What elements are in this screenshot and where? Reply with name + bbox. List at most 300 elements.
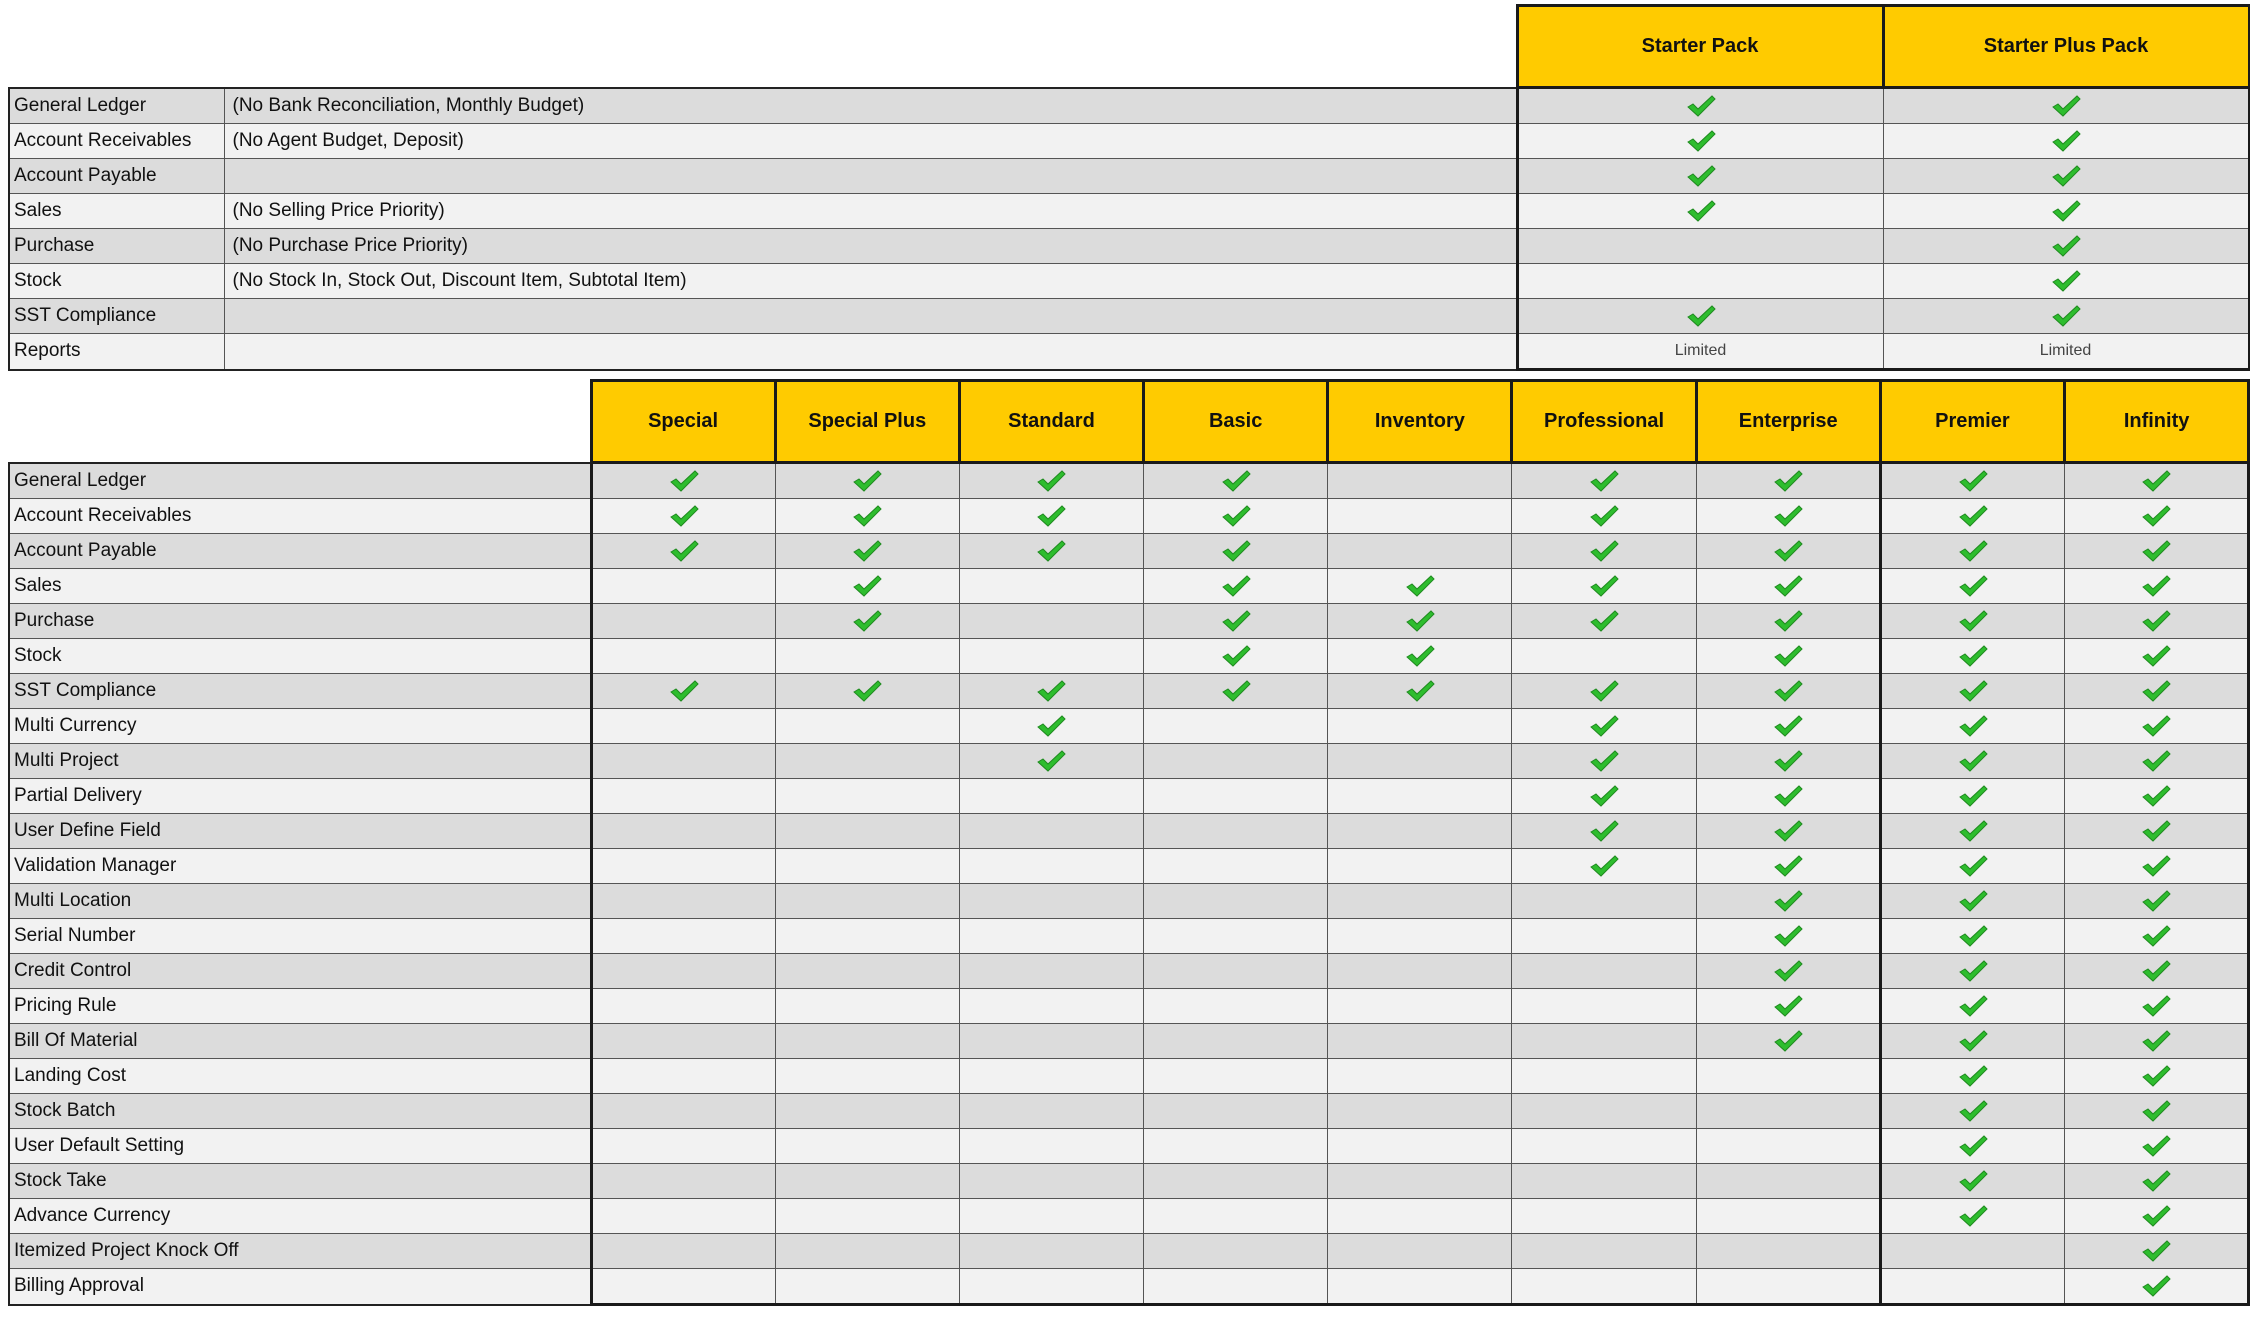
cell-basic bbox=[1144, 463, 1328, 499]
cell-enterprise bbox=[1696, 1199, 1880, 1234]
green-check-icon bbox=[1589, 469, 1619, 493]
green-check-icon bbox=[2141, 889, 2171, 913]
table-row bbox=[9, 954, 2249, 989]
cell-inventory bbox=[1328, 674, 1512, 709]
cell-special-plus bbox=[775, 1094, 959, 1129]
cell-professional bbox=[1512, 639, 1696, 674]
cell-starter-pack bbox=[1517, 264, 1883, 299]
green-check-icon bbox=[1958, 609, 1988, 633]
green-check-icon bbox=[1773, 959, 1803, 983]
green-check-icon bbox=[1686, 129, 1716, 153]
cell-enterprise bbox=[1696, 639, 1880, 674]
cell-special bbox=[591, 639, 775, 674]
feature-note: (No Purchase Price Priority) bbox=[224, 229, 1517, 264]
green-check-icon bbox=[2141, 469, 2171, 493]
feature-label-user-default-setting: User Default Setting bbox=[9, 1129, 591, 1164]
green-check-icon bbox=[2051, 164, 2081, 188]
green-check-icon bbox=[1589, 679, 1619, 703]
green-check-icon bbox=[2051, 129, 2081, 153]
package-header-starter-pack: Starter Pack bbox=[1517, 6, 1883, 88]
cell-standard bbox=[959, 1269, 1143, 1305]
green-check-icon bbox=[1405, 679, 1435, 703]
cell-special bbox=[591, 884, 775, 919]
green-check-icon bbox=[2141, 644, 2171, 668]
feature-label-reports: Reports bbox=[9, 334, 224, 370]
cell-basic bbox=[1144, 1129, 1328, 1164]
cell-special-plus bbox=[775, 884, 959, 919]
cell-inventory bbox=[1328, 1234, 1512, 1269]
cell-inventory bbox=[1328, 1024, 1512, 1059]
cell-basic bbox=[1144, 779, 1328, 814]
cell-inventory bbox=[1328, 849, 1512, 884]
green-check-icon bbox=[1958, 819, 1988, 843]
cell-enterprise bbox=[1696, 989, 1880, 1024]
cell-inventory bbox=[1328, 639, 1512, 674]
cell-standard bbox=[959, 1164, 1143, 1199]
green-check-icon bbox=[1686, 199, 1716, 223]
feature-note bbox=[224, 299, 1517, 334]
feature-label-serial-number: Serial Number bbox=[9, 919, 591, 954]
table-row bbox=[9, 159, 2249, 194]
green-check-icon bbox=[1958, 749, 1988, 773]
cell-inventory bbox=[1328, 1199, 1512, 1234]
green-check-icon bbox=[1773, 504, 1803, 528]
package-header-starter-plus-pack: Starter Plus Pack bbox=[1883, 6, 2249, 88]
feature-label-multi-location: Multi Location bbox=[9, 884, 591, 919]
cell-premier bbox=[1880, 779, 2064, 814]
cell-premier bbox=[1880, 1094, 2064, 1129]
cell-special-plus bbox=[775, 744, 959, 779]
feature-note bbox=[224, 159, 1517, 194]
cell-enterprise bbox=[1696, 604, 1880, 639]
table-row bbox=[9, 88, 2249, 124]
cell-professional bbox=[1512, 744, 1696, 779]
cell-standard bbox=[959, 849, 1143, 884]
cell-standard bbox=[959, 674, 1143, 709]
limited-label: Limited bbox=[2039, 342, 2092, 359]
cell-inventory bbox=[1328, 744, 1512, 779]
feature-label-sst-compliance: SST Compliance bbox=[9, 299, 224, 334]
cell-standard bbox=[959, 1129, 1143, 1164]
cell-inventory bbox=[1328, 463, 1512, 499]
cell-professional bbox=[1512, 1234, 1696, 1269]
cell-infinity bbox=[2065, 569, 2249, 604]
cell-special bbox=[591, 849, 775, 884]
green-check-icon bbox=[1036, 469, 1066, 493]
cell-standard bbox=[959, 1234, 1143, 1269]
table-row bbox=[9, 604, 2249, 639]
cell-premier bbox=[1880, 604, 2064, 639]
green-check-icon bbox=[1036, 714, 1066, 738]
cell-premier bbox=[1880, 1164, 2064, 1199]
green-check-icon bbox=[2141, 1099, 2171, 1123]
green-check-icon bbox=[2141, 784, 2171, 808]
green-check-icon bbox=[2051, 199, 2081, 223]
cell-special-plus bbox=[775, 1059, 959, 1094]
cell-enterprise bbox=[1696, 1059, 1880, 1094]
green-check-icon bbox=[1958, 784, 1988, 808]
feature-label-general-ledger: General Ledger bbox=[9, 463, 591, 499]
cell-starter-pack bbox=[1517, 88, 1883, 124]
table-row bbox=[9, 1094, 2249, 1129]
cell-special bbox=[591, 1269, 775, 1305]
cell-premier bbox=[1880, 1234, 2064, 1269]
feature-label-pricing-rule: Pricing Rule bbox=[9, 989, 591, 1024]
green-check-icon bbox=[2051, 304, 2081, 328]
table-row bbox=[9, 1129, 2249, 1164]
cell-basic bbox=[1144, 1094, 1328, 1129]
cell-enterprise bbox=[1696, 709, 1880, 744]
cell-special bbox=[591, 1199, 775, 1234]
green-check-icon bbox=[2141, 679, 2171, 703]
green-check-icon bbox=[2141, 1204, 2171, 1228]
cell-infinity bbox=[2065, 1164, 2249, 1199]
cell-infinity bbox=[2065, 744, 2249, 779]
cell-inventory bbox=[1328, 499, 1512, 534]
cell-premier bbox=[1880, 884, 2064, 919]
table-row bbox=[9, 674, 2249, 709]
green-check-icon bbox=[2141, 1134, 2171, 1158]
cell-special bbox=[591, 1024, 775, 1059]
green-check-icon bbox=[669, 504, 699, 528]
cell-inventory bbox=[1328, 989, 1512, 1024]
cell-standard bbox=[959, 709, 1143, 744]
cell-standard bbox=[959, 954, 1143, 989]
feature-label-general-ledger: General Ledger bbox=[9, 88, 224, 124]
green-check-icon bbox=[1958, 1099, 1988, 1123]
cell-enterprise bbox=[1696, 744, 1880, 779]
cell-basic bbox=[1144, 604, 1328, 639]
cell-professional bbox=[1512, 884, 1696, 919]
package-header-special: Special bbox=[591, 381, 775, 463]
green-check-icon bbox=[1405, 574, 1435, 598]
feature-label-multi-currency: Multi Currency bbox=[9, 709, 591, 744]
package-header-enterprise: Enterprise bbox=[1696, 381, 1880, 463]
green-check-icon bbox=[1589, 574, 1619, 598]
cell-special bbox=[591, 709, 775, 744]
cell-basic bbox=[1144, 709, 1328, 744]
cell-special-plus bbox=[775, 954, 959, 989]
cell-special-plus bbox=[775, 1269, 959, 1305]
green-check-icon bbox=[1958, 539, 1988, 563]
cell-special-plus bbox=[775, 919, 959, 954]
cell-starter-plus-pack bbox=[1883, 88, 2249, 124]
cell-special bbox=[591, 674, 775, 709]
green-check-icon bbox=[669, 539, 699, 563]
cell-standard bbox=[959, 744, 1143, 779]
feature-label-account-receivables: Account Receivables bbox=[9, 124, 224, 159]
cell-premier bbox=[1880, 1199, 2064, 1234]
cell-infinity bbox=[2065, 1269, 2249, 1305]
table-row bbox=[9, 744, 2249, 779]
green-check-icon bbox=[1686, 304, 1716, 328]
cell-professional bbox=[1512, 814, 1696, 849]
green-check-icon bbox=[2051, 234, 2081, 258]
green-check-icon bbox=[1773, 539, 1803, 563]
table-row bbox=[9, 1234, 2249, 1269]
cell-standard bbox=[959, 1094, 1143, 1129]
green-check-icon bbox=[1221, 504, 1251, 528]
green-check-icon bbox=[1686, 94, 1716, 118]
cell-starter-plus-pack bbox=[1883, 159, 2249, 194]
green-check-icon bbox=[852, 609, 882, 633]
green-check-icon bbox=[1773, 924, 1803, 948]
cell-infinity bbox=[2065, 1059, 2249, 1094]
cell-infinity bbox=[2065, 919, 2249, 954]
green-check-icon bbox=[1773, 889, 1803, 913]
green-check-icon bbox=[1958, 714, 1988, 738]
cell-infinity bbox=[2065, 499, 2249, 534]
feature-label-billing-approval: Billing Approval bbox=[9, 1269, 591, 1305]
green-check-icon bbox=[1773, 1029, 1803, 1053]
cell-special bbox=[591, 989, 775, 1024]
cell-inventory bbox=[1328, 1129, 1512, 1164]
cell-professional bbox=[1512, 463, 1696, 499]
cell-special bbox=[591, 1059, 775, 1094]
green-check-icon bbox=[1773, 994, 1803, 1018]
green-check-icon bbox=[2141, 1029, 2171, 1053]
green-check-icon bbox=[1405, 644, 1435, 668]
table-row bbox=[9, 849, 2249, 884]
cell-professional bbox=[1512, 1059, 1696, 1094]
green-check-icon bbox=[1958, 889, 1988, 913]
green-check-icon bbox=[1686, 164, 1716, 188]
cell-infinity bbox=[2065, 779, 2249, 814]
feature-label-sales: Sales bbox=[9, 569, 591, 604]
cell-professional bbox=[1512, 674, 1696, 709]
cell-special bbox=[591, 744, 775, 779]
cell-inventory bbox=[1328, 1094, 1512, 1129]
green-check-icon bbox=[1773, 574, 1803, 598]
cell-basic bbox=[1144, 639, 1328, 674]
green-check-icon bbox=[1589, 539, 1619, 563]
green-check-icon bbox=[1036, 749, 1066, 773]
cell-inventory bbox=[1328, 709, 1512, 744]
green-check-icon bbox=[2141, 539, 2171, 563]
cell-basic bbox=[1144, 534, 1328, 569]
cell-starter-plus-pack bbox=[1883, 299, 2249, 334]
cell-special-plus bbox=[775, 639, 959, 674]
feature-label-credit-control: Credit Control bbox=[9, 954, 591, 989]
cell-special-plus bbox=[775, 1129, 959, 1164]
feature-label-multi-project: Multi Project bbox=[9, 744, 591, 779]
cell-basic bbox=[1144, 674, 1328, 709]
green-check-icon bbox=[1773, 784, 1803, 808]
cell-infinity bbox=[2065, 1129, 2249, 1164]
green-check-icon bbox=[1221, 469, 1251, 493]
green-check-icon bbox=[2141, 504, 2171, 528]
green-check-icon bbox=[669, 469, 699, 493]
cell-special-plus bbox=[775, 1164, 959, 1199]
cell-basic bbox=[1144, 744, 1328, 779]
cell-premier bbox=[1880, 463, 2064, 499]
cell-enterprise bbox=[1696, 1269, 1880, 1305]
cell-inventory bbox=[1328, 954, 1512, 989]
package-header-special-plus: Special Plus bbox=[775, 381, 959, 463]
green-check-icon bbox=[1958, 959, 1988, 983]
cell-enterprise bbox=[1696, 954, 1880, 989]
cell-standard bbox=[959, 989, 1143, 1024]
cell-professional bbox=[1512, 1129, 1696, 1164]
cell-premier bbox=[1880, 744, 2064, 779]
green-check-icon bbox=[2141, 994, 2171, 1018]
table-row bbox=[9, 334, 2249, 370]
green-check-icon bbox=[1773, 644, 1803, 668]
cell-basic bbox=[1144, 954, 1328, 989]
green-check-icon bbox=[1036, 504, 1066, 528]
feature-note: (No Bank Reconciliation, Monthly Budget) bbox=[224, 88, 1517, 124]
cell-infinity bbox=[2065, 989, 2249, 1024]
table-row bbox=[9, 919, 2249, 954]
table-row bbox=[9, 569, 2249, 604]
green-check-icon bbox=[1958, 1064, 1988, 1088]
table-row bbox=[9, 1059, 2249, 1094]
cell-premier bbox=[1880, 709, 2064, 744]
feature-label-stock-take: Stock Take bbox=[9, 1164, 591, 1199]
green-check-icon bbox=[1221, 644, 1251, 668]
cell-special-plus bbox=[775, 604, 959, 639]
table-row bbox=[9, 814, 2249, 849]
green-check-icon bbox=[2141, 714, 2171, 738]
green-check-icon bbox=[1958, 994, 1988, 1018]
cell-special bbox=[591, 499, 775, 534]
table-row bbox=[9, 534, 2249, 569]
feature-label-stock: Stock bbox=[9, 639, 591, 674]
cell-premier bbox=[1880, 954, 2064, 989]
cell-professional bbox=[1512, 919, 1696, 954]
green-check-icon bbox=[1221, 539, 1251, 563]
cell-professional bbox=[1512, 1269, 1696, 1305]
cell-starter-pack bbox=[1517, 159, 1883, 194]
green-check-icon bbox=[2141, 1239, 2171, 1263]
green-check-icon bbox=[1958, 504, 1988, 528]
cell-starter-pack bbox=[1517, 299, 1883, 334]
table-row bbox=[9, 639, 2249, 674]
green-check-icon bbox=[1589, 749, 1619, 773]
cell-professional bbox=[1512, 779, 1696, 814]
cell-inventory bbox=[1328, 1059, 1512, 1094]
cell-enterprise bbox=[1696, 814, 1880, 849]
cell-premier bbox=[1880, 1024, 2064, 1059]
green-check-icon bbox=[1958, 574, 1988, 598]
cell-premier bbox=[1880, 1059, 2064, 1094]
cell-infinity bbox=[2065, 639, 2249, 674]
green-check-icon bbox=[2051, 94, 2081, 118]
cell-special bbox=[591, 1164, 775, 1199]
feature-label-advance-currency: Advance Currency bbox=[9, 1199, 591, 1234]
header-spacer bbox=[9, 381, 591, 463]
green-check-icon bbox=[1958, 1029, 1988, 1053]
cell-infinity bbox=[2065, 604, 2249, 639]
cell-inventory bbox=[1328, 779, 1512, 814]
cell-basic bbox=[1144, 884, 1328, 919]
package-header-infinity: Infinity bbox=[2065, 381, 2249, 463]
table-row bbox=[9, 989, 2249, 1024]
cell-premier bbox=[1880, 499, 2064, 534]
cell-standard bbox=[959, 639, 1143, 674]
table-row bbox=[9, 1164, 2249, 1199]
cell-premier bbox=[1880, 1129, 2064, 1164]
cell-professional bbox=[1512, 1094, 1696, 1129]
cell-professional bbox=[1512, 1024, 1696, 1059]
cell-inventory bbox=[1328, 534, 1512, 569]
cell-special-plus bbox=[775, 1199, 959, 1234]
table-row bbox=[9, 884, 2249, 919]
cell-infinity bbox=[2065, 674, 2249, 709]
cell-standard bbox=[959, 569, 1143, 604]
cell-standard bbox=[959, 919, 1143, 954]
feature-label-landing-cost: Landing Cost bbox=[9, 1059, 591, 1094]
cell-inventory bbox=[1328, 814, 1512, 849]
cell-professional bbox=[1512, 499, 1696, 534]
feature-label-account-payable: Account Payable bbox=[9, 159, 224, 194]
cell-starter-plus-pack bbox=[1883, 334, 2249, 370]
cell-special-plus bbox=[775, 499, 959, 534]
cell-infinity bbox=[2065, 709, 2249, 744]
feature-note bbox=[224, 334, 1517, 370]
green-check-icon bbox=[2141, 924, 2171, 948]
limited-label: Limited bbox=[1674, 342, 1727, 359]
green-check-icon bbox=[1958, 854, 1988, 878]
package-header-standard: Standard bbox=[959, 381, 1143, 463]
cell-premier bbox=[1880, 919, 2064, 954]
cell-basic bbox=[1144, 1059, 1328, 1094]
green-check-icon bbox=[2141, 609, 2171, 633]
green-check-icon bbox=[1773, 679, 1803, 703]
package-header-basic: Basic bbox=[1144, 381, 1328, 463]
cell-infinity bbox=[2065, 1234, 2249, 1269]
cell-infinity bbox=[2065, 814, 2249, 849]
cell-starter-plus-pack bbox=[1883, 264, 2249, 299]
green-check-icon bbox=[1405, 609, 1435, 633]
table-row bbox=[9, 229, 2249, 264]
cell-special-plus bbox=[775, 463, 959, 499]
green-check-icon bbox=[1221, 679, 1251, 703]
cell-special-plus bbox=[775, 1234, 959, 1269]
starter-header-row bbox=[9, 6, 2249, 88]
green-check-icon bbox=[1773, 819, 1803, 843]
green-check-icon bbox=[2141, 1274, 2171, 1298]
green-check-icon bbox=[2141, 1169, 2171, 1193]
cell-standard bbox=[959, 814, 1143, 849]
feature-label-sst-compliance: SST Compliance bbox=[9, 674, 591, 709]
green-check-icon bbox=[1773, 749, 1803, 773]
cell-enterprise bbox=[1696, 779, 1880, 814]
feature-note: (No Agent Budget, Deposit) bbox=[224, 124, 1517, 159]
cell-premier bbox=[1880, 989, 2064, 1024]
cell-basic bbox=[1144, 569, 1328, 604]
table-row bbox=[9, 709, 2249, 744]
cell-enterprise bbox=[1696, 1234, 1880, 1269]
cell-special bbox=[591, 1234, 775, 1269]
green-check-icon bbox=[1589, 609, 1619, 633]
green-check-icon bbox=[1958, 644, 1988, 668]
cell-standard bbox=[959, 499, 1143, 534]
cell-inventory bbox=[1328, 569, 1512, 604]
green-check-icon bbox=[1958, 679, 1988, 703]
cell-professional bbox=[1512, 1164, 1696, 1199]
cell-special-plus bbox=[775, 674, 959, 709]
cell-professional bbox=[1512, 989, 1696, 1024]
table-row bbox=[9, 194, 2249, 229]
cell-special bbox=[591, 1129, 775, 1164]
cell-inventory bbox=[1328, 884, 1512, 919]
cell-standard bbox=[959, 463, 1143, 499]
green-check-icon bbox=[2051, 269, 2081, 293]
cell-infinity bbox=[2065, 884, 2249, 919]
table-row bbox=[9, 124, 2249, 159]
package-header-premier: Premier bbox=[1880, 381, 2064, 463]
